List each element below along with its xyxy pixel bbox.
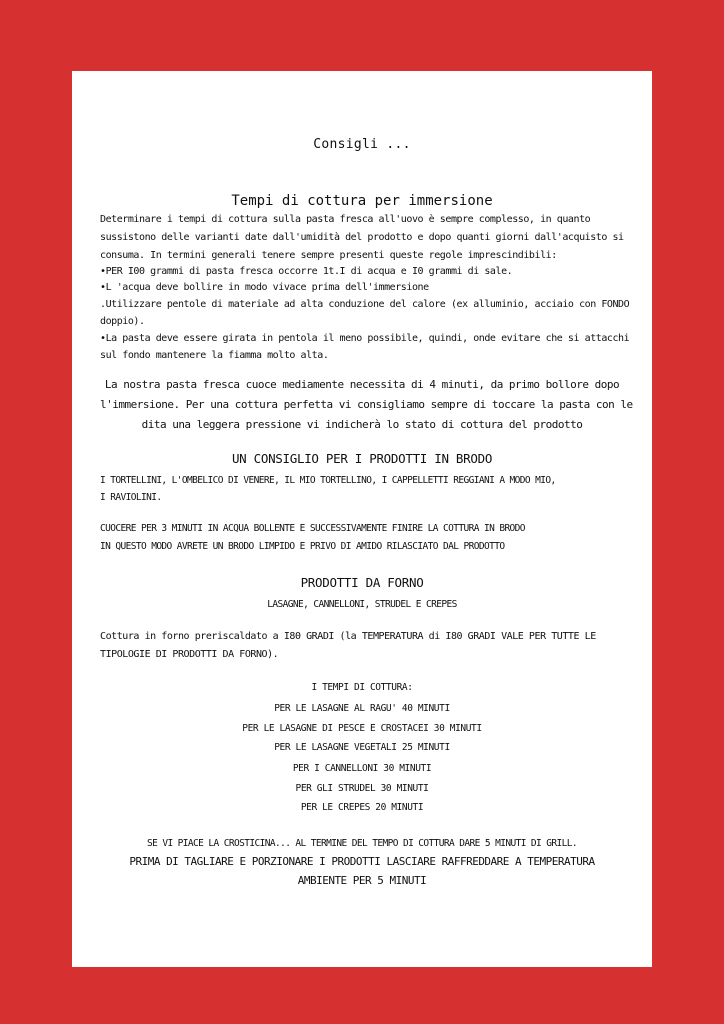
section2-line: I TORTELLINI, L'OMBELICO DI VENERE, IL MIO TORTELLINO, I CAPPELLETTI REGGIANI A MODO MIO, — [100, 475, 556, 486]
section1-paragraph-line: La nostra pasta fresca cuoce mediamente necessita di 4 minuti, da primo bollore dopo — [104, 378, 620, 391]
section1-line: •PER I00 grammi di pasta fresca occorre 1t.I di acqua e I0 grammi di sale. — [100, 266, 513, 277]
cooking-time-item: PER LE LASAGNE AL RAGU' 40 MINUTI — [274, 703, 450, 714]
section3-line: TIPOLOGIE DI PRODOTTI DA FORNO). — [100, 649, 279, 660]
section2-title: UN CONSIGLIO PER I PRODOTTI IN BRODO — [231, 451, 493, 466]
section1-paragraph-line: dita una leggera pressione vi indicherà lo stato di cottura del prodotto — [141, 418, 583, 431]
section1-line: Determinare i tempi di cottura sulla pasta fresca all'uovo è sempre complesso, in quanto — [100, 214, 591, 225]
footer-line: AMBIENTE PER 5 MINUTI — [297, 874, 427, 887]
section3-line: Cottura in forno preriscaldato a I80 GRADI (la TEMPERATURA di I80 GRADI VALE PER TUTTE LE — [100, 631, 596, 642]
page-heading: Consigli ... — [313, 137, 411, 152]
section2-line: IN QUESTO MODO AVRETE UN BRODO LIMPIDO E PRIVO DI AMIDO RILASCIATO DAL PRODOTTO — [100, 541, 505, 552]
section1-title: Tempi di cottura per immersione — [231, 193, 493, 209]
cooking-time-item: PER LE LASAGNE VEGETALI 25 MINUTI — [274, 742, 450, 753]
section1-line: •La pasta deve essere girata in pentola il meno possibile, quindi, onde evitare che si attacchi — [100, 333, 630, 344]
document-page — [72, 71, 652, 967]
section1-paragraph-line: l'immersione. Per una cottura perfetta vi consigliamo sempre di toccare la pasta con le — [100, 398, 633, 411]
section1-line: .Utilizzare pentole di materiale ad alta conduzione del calore (ex alluminio, acciaio con FONDO — [100, 299, 630, 310]
cooking-times-title: I TEMPI DI COTTURA: — [311, 682, 413, 693]
footer-line: PRIMA DI TAGLIARE E PORZIONARE I PRODOTTI LASCIARE RAFFREDDARE A TEMPERATURA — [129, 855, 595, 868]
section1-line: doppio). — [100, 316, 145, 327]
cooking-time-item: PER LE CREPES 20 MINUTI — [300, 802, 424, 813]
cooking-time-item: PER LE LASAGNE DI PESCE E CROSTACEI 30 MINUTI — [242, 723, 482, 734]
section2-line: I RAVIOLINI. — [100, 492, 162, 503]
section1-line: sul fondo mantenere la fiamma molto alta. — [100, 350, 329, 361]
section3-subtitle: LASAGNE, CANNELLONI, STRUDEL E CREPES — [267, 599, 457, 610]
section3-title: PRODOTTI DA FORNO — [300, 575, 424, 590]
footer-line: SE VI PIACE LA CROSTICINA... AL TERMINE DEL TEMPO DI COTTURA DARE 5 MINUTI DI GRILL. — [146, 838, 578, 849]
cooking-time-item: PER I CANNELLONI 30 MINUTI — [292, 763, 432, 774]
section1-line: •L 'acqua deve bollire in modo vivace prima dell'immersione — [100, 282, 429, 293]
section1-line: sussistono delle varianti date dall'umidità del prodotto e dopo quanti giorni dall'acquisto si — [100, 232, 624, 243]
cooking-time-item: PER GLI STRUDEL 30 MINUTI — [295, 783, 429, 794]
section1-line: consuma. In termini generali tenere sempre presenti queste regole imprescindibili: — [100, 250, 557, 261]
section2-line: CUOCERE PER 3 MINUTI IN ACQUA BOLLENTE E SUCCESSIVAMENTE FINIRE LA COTTURA IN BRODO — [100, 523, 525, 534]
